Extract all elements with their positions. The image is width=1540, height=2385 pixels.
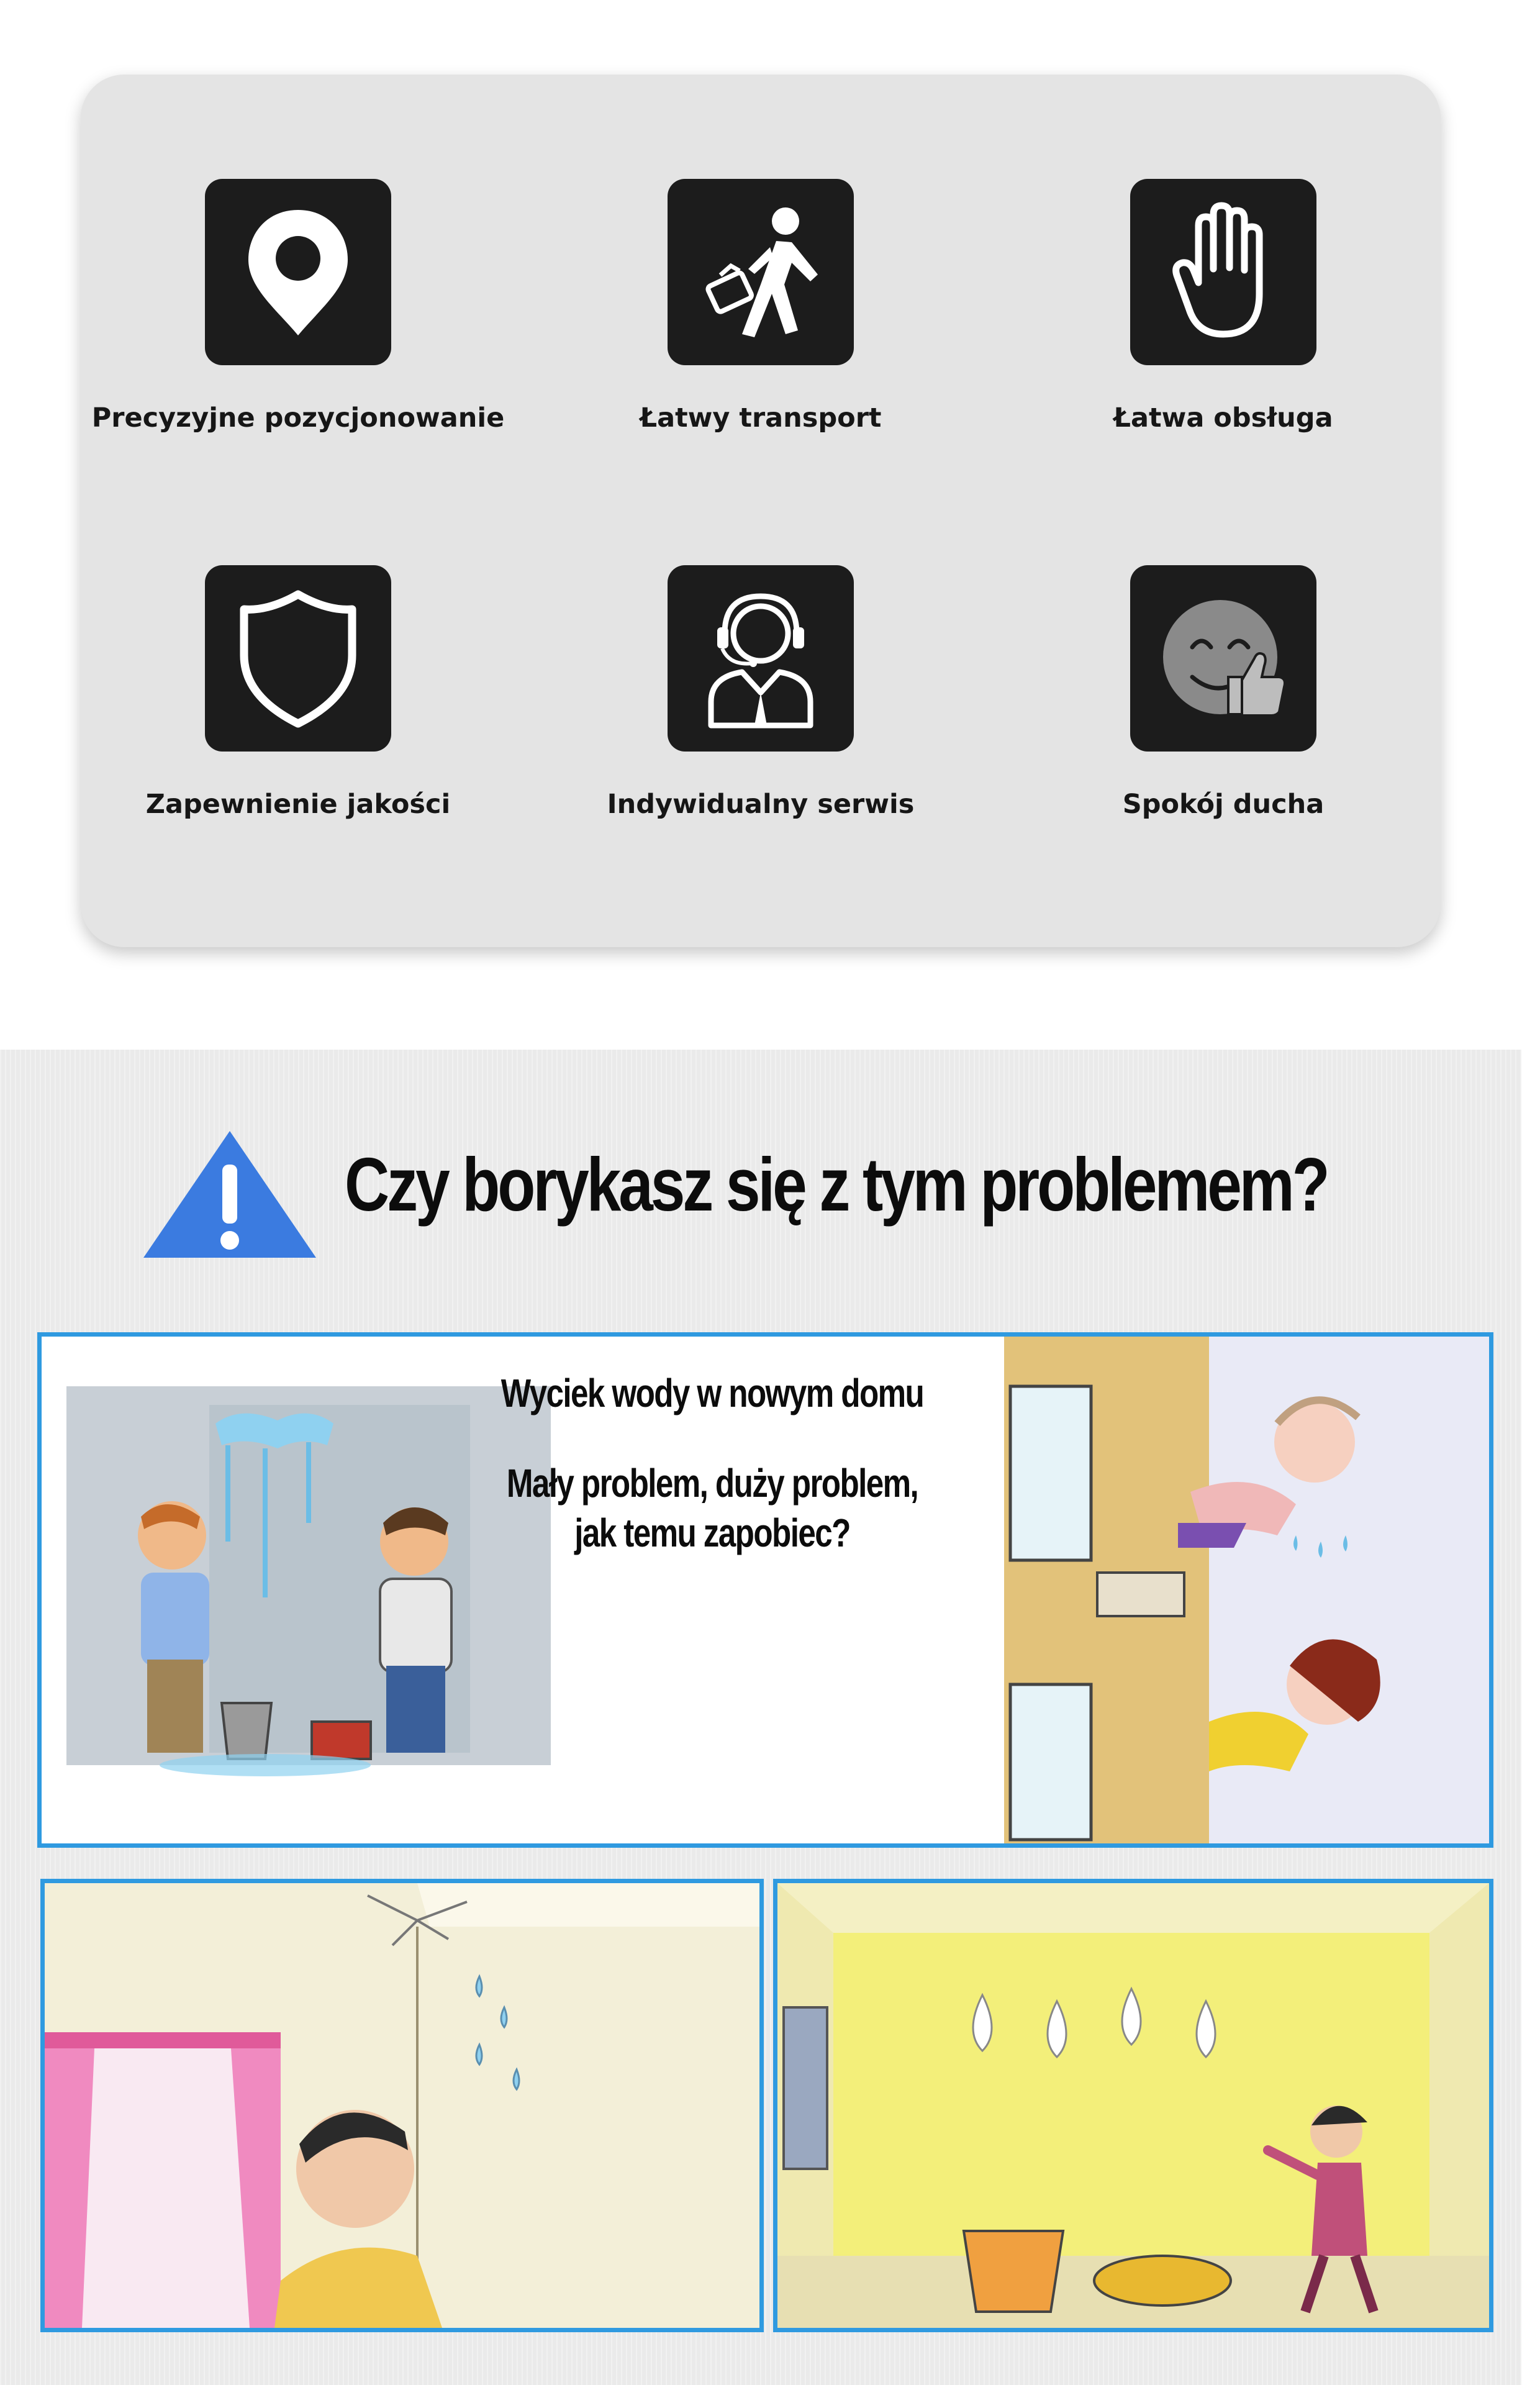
feature-label: Indywidualny serwis [607,789,915,820]
shield-icon [205,565,391,752]
feature-peace-of-mind [1006,565,1441,820]
smile-thumbs-up-icon [1130,565,1316,752]
caption-prevent: jak temu zapobiec? [574,1510,850,1555]
feature-quality-assurance [81,565,515,820]
flooded-room-illustration [777,1883,1489,2328]
feature-label: Łatwy transport [640,402,882,434]
illustration-panel-leak [37,1332,1493,1848]
features-card [81,75,1441,947]
walking-person-icon [668,179,854,365]
feature-label: Spokój ducha [1122,789,1325,820]
feature-label: Łatwa obsługa [1113,402,1333,434]
map-pin-icon [205,179,391,365]
feature-precise-positioning [81,179,515,434]
feature-individual-service [543,565,978,820]
feature-label: Zapewnienie jakości [145,789,451,820]
feature-label: Precyzyjne pozycjonowanie [91,402,505,434]
problem-headline: Czy borykasz się z tym problemem? [345,1142,1328,1227]
feature-easy-operation [1006,179,1441,434]
illustration-panel-flood [773,1879,1493,2332]
caption-problem: Mały problem, duży problem, [506,1461,918,1506]
headset-agent-icon [668,565,854,752]
feature-easy-transport [543,179,978,434]
hand-icon [1130,179,1316,365]
warning-triangle-icon [140,1127,320,1261]
ceiling-crack-illustration [45,1883,759,2328]
caption-leak: Wyciek wody w nowym domu [500,1371,924,1415]
illustration-panel-ceiling [40,1879,764,2332]
